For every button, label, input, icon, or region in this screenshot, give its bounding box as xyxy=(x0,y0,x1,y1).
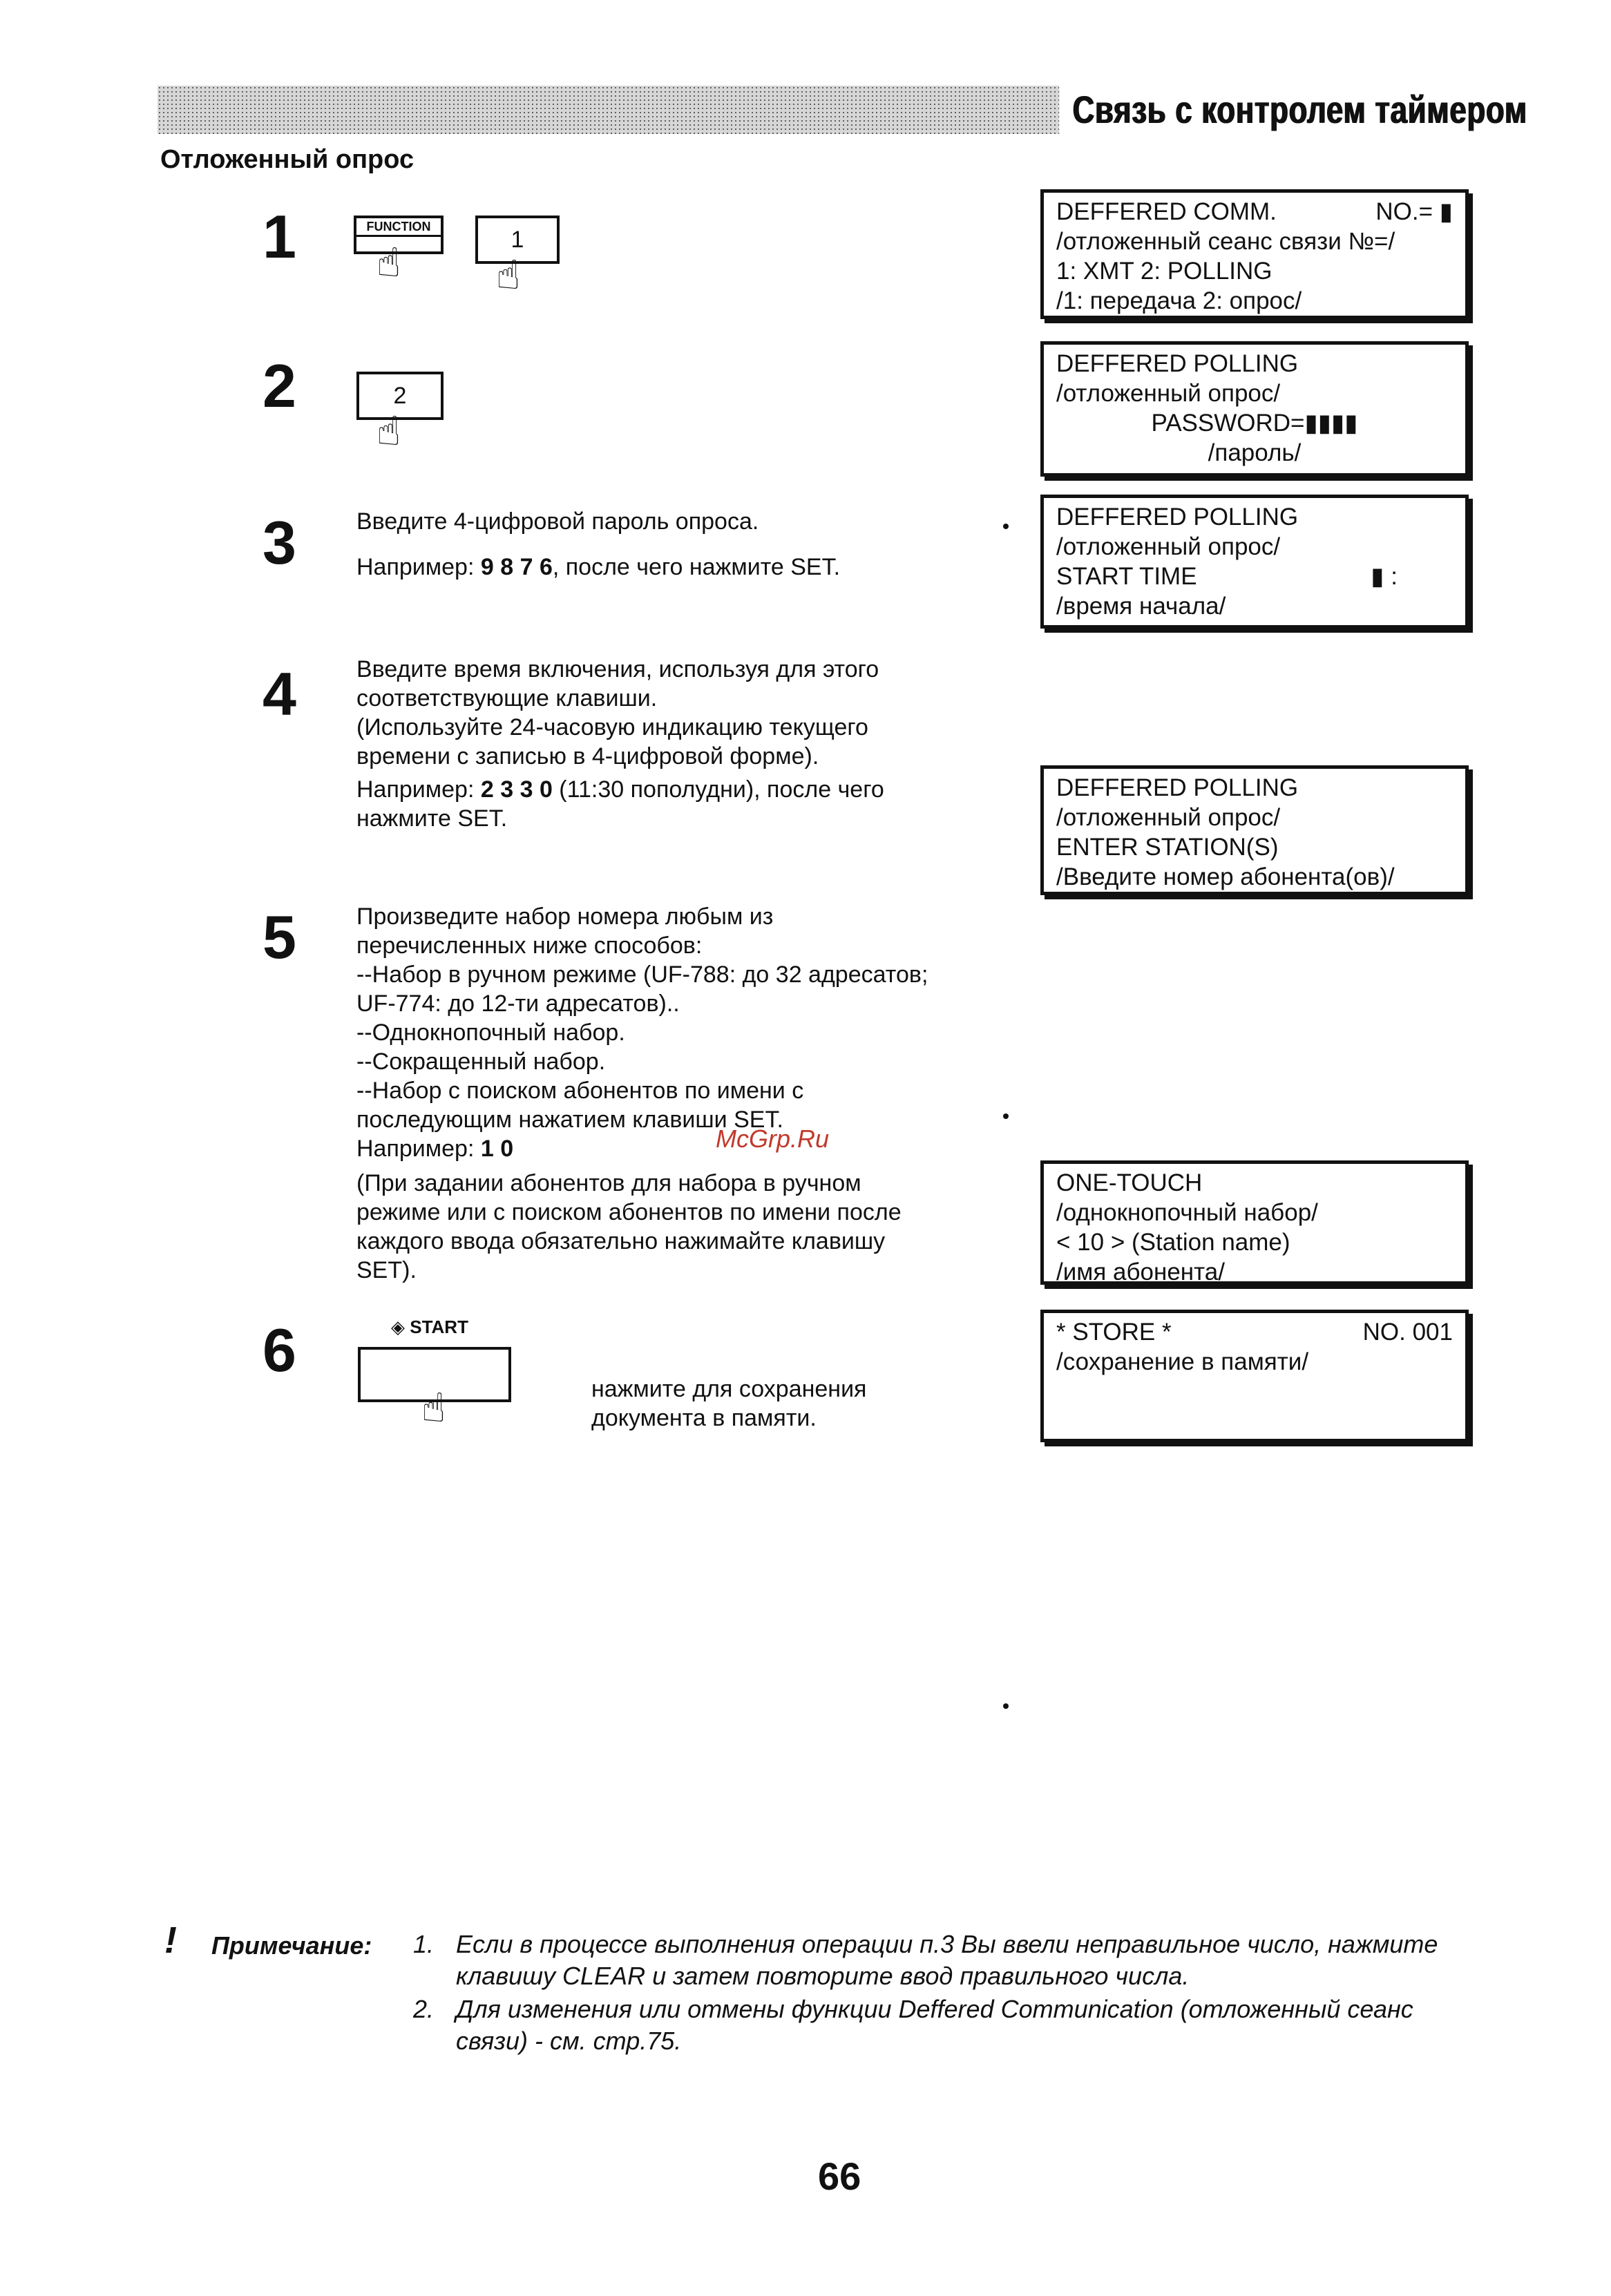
lcd-line: 1: XMT 2: POLLING xyxy=(1056,258,1272,285)
lcd-display-password xyxy=(1040,341,1469,477)
exclamation-icon: ! xyxy=(164,1920,177,1961)
header-title: Связь с контролем таймером xyxy=(1059,86,1532,134)
digit-key-1[interactable]: 1 xyxy=(475,216,560,264)
step-4-number: 4 xyxy=(263,660,296,728)
step-3-instruction: Введите 4-цифровой пароль опроса. xyxy=(356,508,759,535)
lcd-line: /отложенный сеанс связи №=/ xyxy=(1056,228,1395,255)
text-line: режиме или с поиском абонентов по имени после xyxy=(356,1199,902,1225)
watermark: McGrp.Ru xyxy=(716,1125,830,1153)
lcd-line: ▮ : xyxy=(1371,563,1398,590)
text-line: --Набор в ручном режиме (UF-788: до 32 адресатов; xyxy=(356,962,928,988)
section-subtitle: Отложенный опрос xyxy=(160,145,414,174)
note-item-1-number: 1. xyxy=(413,1930,435,1958)
step-5-number: 5 xyxy=(263,903,296,971)
text-line: перечисленных ниже способов: xyxy=(356,932,703,959)
step-4-text xyxy=(356,655,884,833)
start-key-label: START xyxy=(410,1317,468,1337)
lcd-line: /сохранение в памяти/ xyxy=(1056,1348,1309,1375)
lcd-line: /имя абонента/ xyxy=(1056,1259,1225,1285)
step-5-text xyxy=(356,902,928,1285)
text-line: последующим нажатием клавиши SET. xyxy=(356,1107,783,1133)
text-line: Введите время включения, используя для этого xyxy=(356,656,879,682)
note-line: Для изменения или отмены функции Deffered Communication (отложенный сеанс xyxy=(456,1995,1413,2023)
example-suffix: (11:30 пополудни), после чего xyxy=(552,776,884,803)
step-6-number: 6 xyxy=(263,1316,296,1384)
function-key-label: FUNCTION xyxy=(356,218,441,237)
page-number: 66 xyxy=(818,2154,861,2198)
lcd-line: DEFFERED POLLING xyxy=(1056,774,1299,801)
start-diamond-icon: ◈ xyxy=(391,1317,405,1337)
header-bar xyxy=(158,86,1532,134)
example-value: 2 3 3 0 xyxy=(480,776,553,803)
example-value: 1 0 xyxy=(480,1136,514,1162)
text-line: соответствующие клавиши. xyxy=(356,685,658,711)
lcd-display-start-time xyxy=(1040,495,1469,629)
lcd-line: /Введите номер абонента(ов)/ xyxy=(1056,863,1395,890)
stray-dot xyxy=(1003,1703,1009,1709)
text-line: документа в памяти. xyxy=(591,1405,817,1431)
lcd-line: ENTER STATION(S) xyxy=(1056,834,1279,861)
lcd-display-store xyxy=(1040,1310,1469,1442)
example-value: 9 8 7 6 xyxy=(480,554,553,580)
step-3-example xyxy=(356,553,840,582)
text-line: --Однокнопочный набор. xyxy=(356,1020,625,1046)
lcd-line: NO. 001 xyxy=(1362,1319,1453,1346)
lcd-display-enter-stations xyxy=(1040,765,1469,895)
lcd-line: /отложенный опрос/ xyxy=(1056,804,1281,831)
note-line: Если в процессе выполнения операции п.3 Вы ввели неправильное число, нажмите xyxy=(456,1930,1438,1958)
note-label: Примечание: xyxy=(211,1931,372,1960)
text-line: Произведите набор номера любым из xyxy=(356,903,774,930)
note-item-2-number: 2. xyxy=(413,1995,435,2023)
text-line: (При задании абонентов для набора в ручном xyxy=(356,1170,861,1196)
step-2-number: 2 xyxy=(263,352,296,420)
step-5-example xyxy=(356,1134,928,1163)
start-key-caption xyxy=(391,1317,468,1338)
text-line: (Используйте 24-часовую индикацию текущего xyxy=(356,714,868,740)
text-line: --Набор с поиском абонентов по имени с xyxy=(356,1078,804,1104)
note-line: клавишу CLEAR и затем повторите ввод правильного числа. xyxy=(456,1962,1190,1990)
lcd-line: /время начала/ xyxy=(1056,593,1226,620)
lcd-line: * STORE * xyxy=(1056,1319,1172,1346)
example-prefix: Например: xyxy=(356,776,481,803)
lcd-line: DEFFERED POLLING xyxy=(1056,504,1299,530)
text-line: времени с записью в 4-цифровой форме). xyxy=(356,743,819,769)
step-4-example xyxy=(356,775,884,804)
note-item-1 xyxy=(456,1929,1534,1992)
hand-press-icon: ☝ xyxy=(421,1386,446,1431)
example-prefix: Например: xyxy=(356,1136,481,1162)
hand-press-icon: ☝ xyxy=(496,253,521,298)
lcd-line: DEFFERED POLLING xyxy=(1056,350,1299,377)
step-6-text xyxy=(591,1375,866,1433)
note-item-2 xyxy=(456,1993,1534,2057)
lcd-line: /отложенный опрос/ xyxy=(1056,380,1281,407)
lcd-line: /отложенный опрос/ xyxy=(1056,533,1281,560)
text-line: нажмите для сохранения xyxy=(591,1376,867,1402)
hand-press-icon: ☝ xyxy=(376,409,401,454)
lcd-line: NO.= ▮ xyxy=(1375,198,1453,225)
example-suffix: , после чего нажмите SET. xyxy=(552,554,841,580)
lcd-line: START TIME xyxy=(1056,563,1197,590)
hand-press-icon: ☝ xyxy=(376,240,401,285)
lcd-line: PASSWORD=▮▮▮▮ xyxy=(1151,410,1358,437)
lcd-line: /однокнопочный набор/ xyxy=(1056,1199,1318,1226)
lcd-display-one-touch xyxy=(1040,1160,1469,1285)
step-3-number: 3 xyxy=(263,508,296,577)
text-line: нажмите SET. xyxy=(356,805,508,832)
example-prefix: Например: xyxy=(356,554,481,580)
lcd-line: /1: передача 2: опрос/ xyxy=(1056,287,1302,314)
text-line: каждого ввода обязательно нажимайте клавишу xyxy=(356,1228,886,1254)
digit-key-2[interactable]: 2 xyxy=(356,372,444,420)
stray-dot xyxy=(1003,524,1009,529)
text-line: SET). xyxy=(356,1257,417,1283)
text-line: UF-774: до 12-ти адресатов).. xyxy=(356,991,680,1017)
stray-dot xyxy=(1003,1113,1009,1119)
step-1-number: 1 xyxy=(263,202,296,271)
lcd-line: DEFFERED COMM. xyxy=(1056,198,1277,225)
text-line: --Сокращенный набор. xyxy=(356,1049,606,1075)
note-line: связи) - см. стр.75. xyxy=(456,2027,682,2055)
lcd-line: ONE-TOUCH xyxy=(1056,1169,1203,1196)
lcd-line: /пароль/ xyxy=(1208,439,1302,466)
lcd-display-deferred-comm xyxy=(1040,189,1469,319)
lcd-line: < 10 > (Station name) xyxy=(1056,1229,1290,1256)
